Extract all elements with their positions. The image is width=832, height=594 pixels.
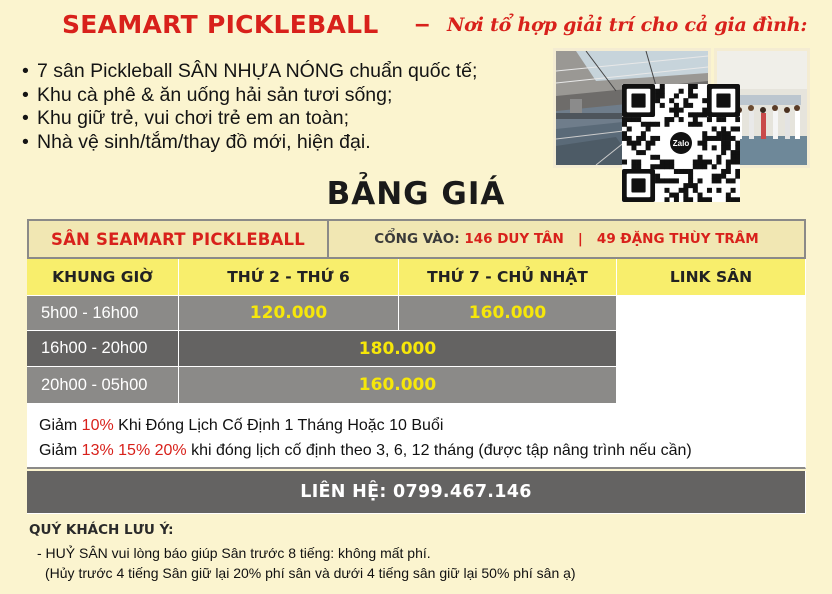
header-time — [27, 259, 179, 296]
qr-module — [646, 141, 651, 146]
qr-module — [688, 178, 693, 183]
qr-module — [735, 169, 740, 174]
qr-module — [655, 136, 660, 141]
qr-module — [731, 188, 736, 193]
qr-module — [721, 174, 726, 179]
qr-module — [721, 117, 726, 122]
qr-module — [636, 150, 641, 155]
qr-module — [627, 117, 632, 122]
qr-module — [650, 155, 655, 160]
qr-module — [735, 145, 740, 150]
qr-module — [712, 136, 717, 141]
qr-module — [707, 188, 712, 193]
qr-module — [669, 117, 674, 122]
qr-code[interactable] — [622, 84, 740, 202]
gate-info — [374, 231, 758, 247]
qr-module — [631, 145, 636, 150]
qr-module — [688, 169, 693, 174]
price-table-title: BẢNG GIÁ — [326, 176, 506, 212]
qr-module — [636, 160, 641, 165]
qr-module — [650, 164, 655, 169]
qr-module — [735, 126, 740, 131]
discount-line-2 — [39, 442, 692, 460]
qr-module — [693, 112, 698, 117]
qr-module — [631, 141, 636, 146]
table-row-time — [27, 331, 179, 367]
qr-module — [698, 178, 703, 183]
qr-module — [683, 183, 688, 188]
discount-1-rest: Khi Đóng Lịch Cố Định 1 Tháng Hoặc 10 Buổi — [113, 417, 444, 434]
feature-text: 7 sân Pickleball SÂN NHỰA NÓNG chuẩn quốc tế; — [37, 60, 478, 82]
qr-module — [650, 122, 655, 127]
qr-module — [716, 188, 721, 193]
qr-module — [683, 188, 688, 193]
price-value: 180.000 — [358, 338, 437, 359]
qr-module — [631, 160, 636, 165]
gate-address-2: 49 ĐẶNG THÙY TRÂM — [596, 231, 759, 247]
qr-module — [688, 84, 693, 89]
qr-cell — [617, 296, 806, 406]
feature-text: Khu cà phê & ăn uống hải sản tươi sống; — [37, 83, 393, 106]
feature-item — [22, 107, 477, 131]
qr-module — [693, 183, 698, 188]
qr-module — [698, 197, 703, 202]
qr-module — [688, 183, 693, 188]
qr-module — [716, 136, 721, 141]
qr-module — [698, 141, 703, 146]
qr-module — [669, 193, 674, 198]
court-name: SÂN SEAMART PICKLEBALL — [51, 229, 305, 249]
qr-module — [726, 197, 731, 202]
qr-module — [683, 103, 688, 108]
qr-module — [726, 160, 731, 165]
qr-module — [641, 122, 646, 127]
qr-module — [664, 197, 669, 202]
qr-module — [660, 84, 665, 89]
qr-module — [641, 136, 646, 141]
qr-module — [731, 178, 736, 183]
header-time-label: KHUNG GIỜ — [52, 268, 153, 286]
qr-module — [660, 164, 665, 169]
qr-module — [702, 160, 707, 165]
qr-module — [702, 141, 707, 146]
qr-module — [693, 188, 698, 193]
qr-module — [674, 169, 679, 174]
contact-bar — [27, 471, 806, 514]
qr-module — [636, 164, 641, 169]
qr-module — [693, 93, 698, 98]
qr-module — [683, 197, 688, 202]
price-cell — [179, 367, 617, 404]
qr-module — [660, 103, 665, 108]
qr-module — [688, 174, 693, 179]
qr-module — [660, 160, 665, 165]
qr-code-image — [622, 84, 740, 202]
qr-module — [726, 145, 731, 150]
header-link-label: LINK SÂN — [669, 268, 753, 286]
discount-1-prefix: Giảm — [39, 417, 82, 434]
discount-2-rest: khi đóng lịch cố định theo 3, 6, 12 tháng (được tập nâng trình nếu cần) — [186, 442, 692, 459]
qr-module — [664, 117, 669, 122]
discount-line-1 — [39, 417, 443, 435]
qr-module — [721, 145, 726, 150]
qr-module — [693, 164, 698, 169]
qr-module — [721, 131, 726, 136]
qr-module — [726, 178, 731, 183]
qr-module — [735, 174, 740, 179]
qr-module — [712, 178, 717, 183]
qr-module — [721, 136, 726, 141]
qr-module — [688, 93, 693, 98]
qr-module — [683, 169, 688, 174]
header-weekday — [179, 259, 399, 296]
qr-module — [688, 112, 693, 117]
qr-module — [631, 117, 636, 122]
qr-module — [707, 197, 712, 202]
qr-module — [646, 122, 651, 127]
tagline: Nơi tổ hợp giải trí cho cả gia đình: — [447, 14, 808, 36]
qr-module — [622, 131, 627, 136]
gate-separator: | — [577, 231, 583, 247]
qr-module — [650, 136, 655, 141]
qr-module — [674, 193, 679, 198]
qr-module — [674, 112, 679, 117]
time-slot: 5h00 - 16h00 — [41, 303, 139, 322]
qr-module — [726, 193, 731, 198]
qr-module — [636, 141, 641, 146]
qr-module — [636, 117, 641, 122]
price-value: 160.000 — [468, 303, 547, 323]
qr-module — [698, 155, 703, 160]
qr-module — [688, 197, 693, 202]
qr-module — [716, 117, 721, 122]
qr-module — [655, 155, 660, 160]
price-value: 160.000 — [358, 375, 437, 395]
qr-module — [693, 84, 698, 89]
qr-module — [731, 150, 736, 155]
qr-module — [674, 197, 679, 202]
table-row-time — [27, 367, 179, 404]
qr-module — [669, 164, 674, 169]
qr-module — [707, 136, 712, 141]
qr-module — [627, 136, 632, 141]
table-row-time — [27, 296, 179, 331]
gate-cell — [329, 219, 806, 259]
qr-module — [655, 164, 660, 169]
qr-module — [641, 131, 646, 136]
qr-module — [664, 122, 669, 127]
qr-module — [664, 160, 669, 165]
qr-module — [688, 103, 693, 108]
qr-module — [716, 155, 721, 160]
discount-2-pct: 13% 15% 20% — [81, 442, 187, 459]
qr-module — [683, 98, 688, 103]
qr-module — [721, 126, 726, 131]
qr-module — [702, 136, 707, 141]
qr-module — [660, 89, 665, 94]
qr-module — [735, 155, 740, 160]
qr-module — [702, 197, 707, 202]
qr-module — [726, 169, 731, 174]
qr-module — [693, 117, 698, 122]
notes-title: QUÝ KHÁCH LƯU Ý: — [29, 522, 174, 538]
qr-module — [731, 197, 736, 202]
qr-module — [707, 117, 712, 122]
qr-module — [702, 108, 707, 113]
feature-list — [22, 60, 477, 154]
qr-module — [664, 164, 669, 169]
time-slot: 20h00 - 05h00 — [41, 375, 148, 394]
qr-module — [655, 174, 660, 179]
qr-module — [726, 141, 731, 146]
qr-module — [655, 93, 660, 98]
qr-module — [674, 108, 679, 113]
court-name-cell — [27, 219, 329, 259]
price-cell — [179, 296, 399, 331]
feature-item — [22, 84, 477, 108]
qr-module — [702, 131, 707, 136]
qr-module — [731, 136, 736, 141]
qr-module — [646, 126, 651, 131]
bullet-icon: • — [22, 83, 29, 106]
qr-module — [683, 193, 688, 198]
price-cell — [179, 331, 617, 367]
brand-title: SEAMART PICKLEBALL — [62, 10, 379, 39]
qr-module — [622, 122, 627, 127]
title-dash: – — [415, 8, 430, 38]
qr-module — [726, 164, 731, 169]
discount-block — [27, 404, 806, 469]
qr-module — [693, 122, 698, 127]
header-weekday-label: THỨ 2 - THỨ 6 — [227, 268, 350, 286]
qr-module — [655, 178, 660, 183]
qr-module — [707, 160, 712, 165]
gate-label: CỔNG VÀO: — [374, 231, 460, 247]
note-cancel: - HUỶ SÂN vui lòng báo giúp Sân trước 8 tiếng: không mất phí. — [37, 545, 431, 561]
qr-module — [716, 160, 721, 165]
qr-module — [669, 98, 674, 103]
qr-module — [712, 126, 717, 131]
qr-module — [674, 178, 679, 183]
qr-module — [698, 164, 703, 169]
qr-module — [721, 141, 726, 146]
header-weekend-label: THỨ 7 - CHỦ NHẬT — [427, 268, 588, 286]
qr-module — [716, 174, 721, 179]
qr-module — [669, 108, 674, 113]
qr-module — [702, 98, 707, 103]
qr-module — [702, 164, 707, 169]
qr-module — [674, 93, 679, 98]
qr-module — [702, 145, 707, 150]
qr-module — [698, 112, 703, 117]
qr-module — [726, 136, 731, 141]
qr-module — [669, 178, 674, 183]
qr-module — [731, 160, 736, 165]
qr-module — [622, 117, 627, 122]
qr-module — [726, 131, 731, 136]
qr-module — [688, 89, 693, 94]
bullet-icon: • — [22, 60, 29, 82]
qr-module — [735, 150, 740, 155]
bullet-icon: • — [22, 130, 29, 153]
qr-module — [698, 122, 703, 127]
qr-module — [712, 145, 717, 150]
qr-module — [698, 193, 703, 198]
qr-module — [627, 141, 632, 146]
contact-phone[interactable]: LIÊN HỆ: 0799.467.146 — [300, 482, 532, 502]
price-cell — [399, 296, 617, 331]
qr-module — [731, 155, 736, 160]
qr-module — [735, 141, 740, 146]
feature-text: Nhà vệ sinh/tắm/thay đồ mới, hiện đại. — [37, 130, 371, 153]
qr-module — [721, 169, 726, 174]
discount-2-prefix: Giảm — [39, 442, 82, 459]
feature-item — [22, 131, 477, 155]
price-value: 120.000 — [249, 303, 328, 323]
qr-module — [622, 160, 627, 165]
qr-module — [622, 136, 627, 141]
header-link — [617, 259, 806, 296]
qr-module — [646, 145, 651, 150]
qr-module — [674, 103, 679, 108]
header-weekend — [399, 259, 617, 296]
qr-module — [641, 150, 646, 155]
qr-module — [664, 178, 669, 183]
qr-module — [716, 178, 721, 183]
qr-module — [679, 117, 684, 122]
bullet-icon: • — [22, 107, 29, 129]
qr-module — [698, 160, 703, 165]
qr-module — [655, 89, 660, 94]
qr-module — [627, 126, 632, 131]
gate-address-1: 146 DUY TÂN — [464, 231, 564, 247]
qr-module — [679, 188, 684, 193]
qr-module — [636, 136, 641, 141]
qr-module — [716, 131, 721, 136]
qr-module — [735, 117, 740, 122]
qr-module — [655, 122, 660, 127]
qr-module — [631, 164, 636, 169]
qr-module — [688, 122, 693, 127]
qr-module — [735, 197, 740, 202]
qr-module — [712, 174, 717, 179]
price-table — [27, 219, 806, 514]
qr-module — [660, 93, 665, 98]
qr-module — [650, 141, 655, 146]
qr-module — [679, 108, 684, 113]
qr-finder — [631, 178, 645, 192]
discount-1-pct: 10% — [81, 417, 114, 434]
qr-finder — [716, 93, 730, 107]
qr-module — [721, 150, 726, 155]
qr-module — [712, 164, 717, 169]
qr-module — [679, 89, 684, 94]
qr-module — [693, 160, 698, 165]
time-slot: 16h00 - 20h00 — [41, 339, 148, 357]
note-cancel-detail: (Hủy trước 4 tiếng Sân giữ lại 20% phí sân và dưới 4 tiếng sân giữ lại 50% phí sân ạ) — [45, 565, 576, 581]
qr-module — [679, 169, 684, 174]
qr-module — [660, 178, 665, 183]
qr-module — [669, 160, 674, 165]
qr-module — [664, 188, 669, 193]
qr-module — [735, 160, 740, 165]
feature-item — [22, 60, 477, 84]
zalo-label: Zalo — [672, 139, 690, 148]
qr-module — [731, 126, 736, 131]
qr-module — [655, 98, 660, 103]
qr-module — [702, 112, 707, 117]
qr-finder — [631, 93, 645, 107]
feature-text: Khu giữ trẻ, vui chơi trẻ em an toàn; — [37, 107, 349, 129]
